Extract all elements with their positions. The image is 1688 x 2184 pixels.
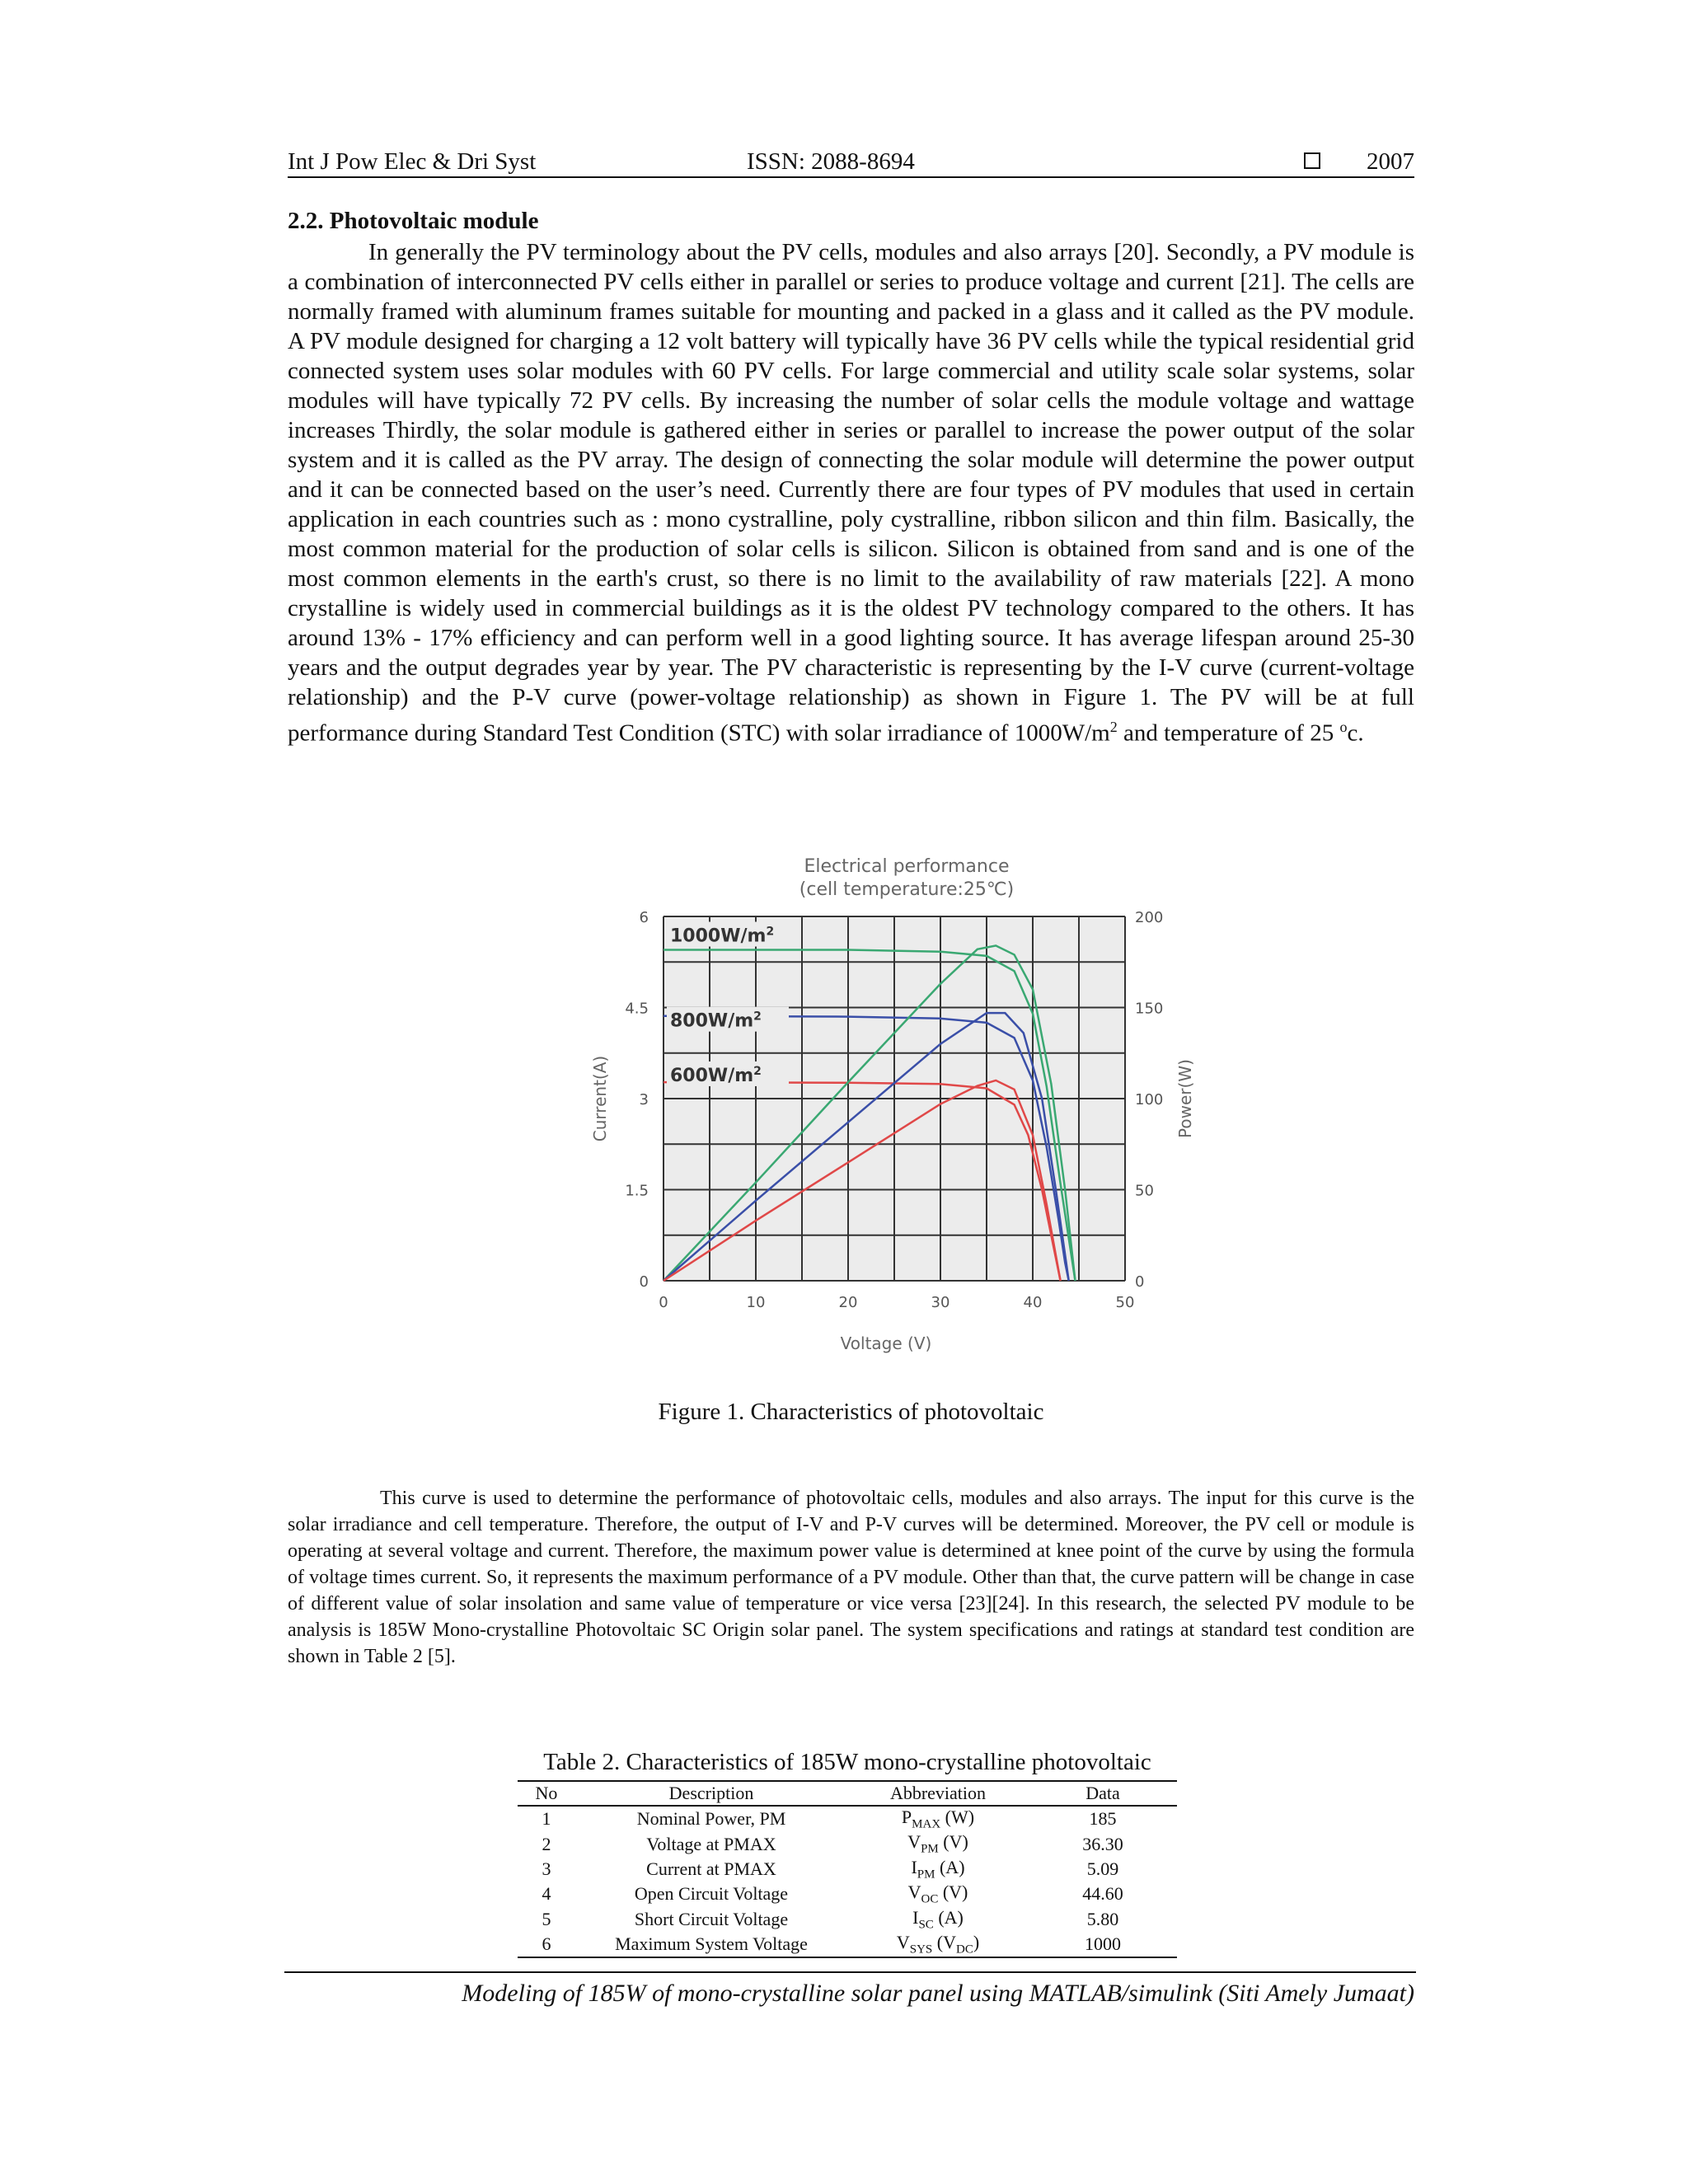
header-description: Description — [668, 1783, 754, 1803]
irradiance-label-800: $800W/m^2$ — [670, 1010, 762, 1032]
cell-data: 36.30 — [1082, 1833, 1123, 1854]
cell-description: Short Circuit Voltage — [634, 1908, 789, 1929]
abbr-unit: (V) — [938, 1831, 968, 1853]
cell-description: Voltage at PMAX — [646, 1833, 776, 1854]
abbr-subscript: PM — [917, 1868, 935, 1882]
cell-abbreviation — [847, 1806, 1029, 1831]
figure-1 — [569, 849, 1195, 1376]
header-data: Data — [1085, 1783, 1120, 1803]
irradiance-label-1000: $1000W/m^2$ — [670, 925, 775, 947]
table-row — [518, 1831, 1177, 1856]
issn: ISSN: 2088-8694 — [747, 148, 915, 175]
cell-no: 2 — [542, 1833, 551, 1854]
x-tick-label: 50 — [1115, 1294, 1135, 1311]
cell-data: 5.80 — [1086, 1908, 1119, 1929]
abbr-subscript: SYS — [909, 1943, 933, 1957]
table-row — [518, 1857, 1177, 1882]
abbr-subscript: PM — [921, 1842, 939, 1856]
table-row — [518, 1907, 1177, 1932]
y2-tick-label: 50 — [1135, 1182, 1154, 1200]
abbr-subscript: MAX — [912, 1817, 941, 1831]
figure-caption: Figure 1. Characteristics of photovoltaic — [658, 1399, 1044, 1425]
abbr-unit: (V) — [938, 1882, 968, 1903]
y-axis-label: Current(A) — [590, 1055, 610, 1142]
abbr-symbol: V — [896, 1931, 910, 1952]
section-title: 2.2. Photovoltaic module — [288, 208, 539, 234]
cell-no: 4 — [542, 1883, 551, 1905]
cell-abbreviation — [847, 1907, 1029, 1932]
abbr-unit-2: ) — [973, 1931, 980, 1952]
cell-data: 1000 — [1085, 1933, 1121, 1955]
y2-tick-label: 150 — [1135, 1000, 1164, 1018]
table-header-row — [518, 1781, 1177, 1806]
table-row — [518, 1932, 1177, 1957]
cell-data: 44.60 — [1082, 1883, 1123, 1905]
abbr-symbol: I — [911, 1856, 917, 1877]
table-row — [518, 1882, 1177, 1906]
y2-tick-label: 200 — [1135, 909, 1164, 926]
y-tick-label: 1.5 — [625, 1182, 649, 1200]
x-tick-label: 0 — [659, 1294, 668, 1311]
abbr-unit: (W) — [940, 1807, 975, 1827]
y2-ticks — [1135, 909, 1163, 1291]
journal-name: Int J Pow Elec & Dri Syst — [288, 148, 537, 175]
footer-rule — [284, 1971, 1416, 1973]
x-tick-label: 40 — [1023, 1294, 1043, 1311]
abbr-unit: (V — [932, 1931, 956, 1952]
abbr-unit: (A) — [935, 1856, 965, 1877]
degree-superscript: o — [1339, 719, 1348, 735]
cell-no: 1 — [542, 1808, 551, 1830]
y-ticks — [625, 909, 649, 1291]
cell-no: 3 — [542, 1858, 551, 1879]
cell-abbreviation — [847, 1882, 1029, 1906]
paragraph-1 — [288, 237, 1414, 748]
x-tick-label: 20 — [838, 1294, 858, 1311]
square-icon — [1304, 152, 1320, 169]
paragraph-2: This curve is used to determine the performance of photovoltaic cells, modules and also arrays. The input for this curve is the solar irradiance and cell temperature. Therefore, the output of I-V and P-V curves will be determined. Moreover, the PV cell or module is operating at several voltage and current. Therefore, the maximum power value is determined at knee point of the curve by using the formula of voltage times current. So, it represents the maximum performance of a PV module. Other than that, the curve pattern will be change in case of different value of solar insolation and same value of temperature or vice versa [23][24]. In this research, the selected PV module to be analysis is 185W Mono-crystalline Photovoltaic SC Origin solar panel. The system specifications and ratings at standard test condition are shown in Table 2 [5]. — [288, 1488, 1414, 1667]
cell-data: 5.09 — [1086, 1858, 1119, 1879]
y-tick-label: 0 — [639, 1273, 649, 1291]
header-abbreviation: Abbreviation — [889, 1783, 987, 1803]
chart-title: Electrical performance — [804, 856, 1010, 877]
y-tick-label: 3 — [639, 1091, 649, 1108]
x-ticks — [659, 1294, 1134, 1311]
paragraph-1-end: c. — [1347, 719, 1364, 747]
cell-no: 5 — [542, 1908, 551, 1929]
x-axis-label: Voltage (V) — [840, 1333, 932, 1353]
x-tick-label: 10 — [746, 1294, 766, 1311]
superscript: 2 — [1109, 719, 1118, 735]
cell-abbreviation — [847, 1857, 1029, 1882]
abbr-symbol: V — [907, 1882, 921, 1903]
header-no: No — [535, 1783, 558, 1803]
y-tick-label: 4.5 — [625, 1000, 649, 1018]
cell-data: 185 — [1089, 1808, 1117, 1830]
x-tick-label: 30 — [931, 1294, 950, 1311]
page-number: 2007 — [1367, 148, 1414, 175]
cell-description: Open Circuit Voltage — [634, 1883, 789, 1905]
y2-tick-label: 0 — [1135, 1273, 1145, 1291]
table-row — [518, 1806, 1177, 1831]
cell-abbreviation — [847, 1932, 1029, 1957]
abbr-subscript-2: DC — [955, 1943, 973, 1957]
paragraph-1-text: In generally the PV terminology about the PV cells, modules and also arrays [20]. Secondly, a PV module is a combination of interconnected PV cells either in parallel or series to produce voltage and current [21]. The cells are normally framed with aluminum frames suitable for mounting and packed in a glass and it called as the PV module. A PV module designed for charging a 12 volt battery will typically have 36 PV cells while the typical residential grid connected system uses solar modules with 60 PV cells. For large commercial and utility scale solar systems, solar modules will have typically 72 PV cells. By increasing the number of solar cells the module voltage and wattage increases Thirdly, the solar module is gathered either in series or parallel to increase the power output of the solar system and it is called as the PV array. The design of connecting the solar module will determine the power output and it can be connected based on the user’s need. Currently there are four types of PV modules that used in certain application in each countries such as : mono cystralline, poly cystralline, ribbon silicon and thin film. Basically, the most common material for the production of solar cells is silicon. Silicon is obtained from sand and is one of the most common elements in the earth's crust, so there is no limit to the availability of raw materials [22]. A mono crystalline is widely used in commercial buildings as it is the oldest PV technology compared to the others. It has around 13% - 17% efficiency and can perform well in a good lighting source. It has average lifespan around 25-30 years and the output degrades year by year. The PV characteristic is representing by the I-V curve (current-voltage relationship) and the P-V curve (power-voltage relationship) as shown in Figure 1. The PV will be at full performance during Standard Test Condition (STC) with solar irradiance of 1000W/m — [288, 239, 1414, 747]
y-tick-label: 6 — [639, 909, 649, 926]
abbr-subscript: OC — [921, 1892, 939, 1906]
chart-subtitle: (cell temperature:25℃) — [799, 879, 1015, 900]
y2-tick-label: 100 — [1135, 1091, 1164, 1108]
cell-description: Nominal Power, PM — [636, 1808, 786, 1830]
pv-characteristics-chart — [569, 849, 1195, 1376]
page-header — [288, 142, 1414, 175]
paragraph-1-mid: and temperature of 25 — [1117, 719, 1340, 747]
irradiance-label-600: $600W/m^2$ — [670, 1064, 762, 1086]
cell-no: 6 — [542, 1933, 551, 1955]
page-footer: Modeling of 185W of mono-crystalline solar panel using MATLAB/simulink (Siti Amely Jumaat) — [462, 1980, 1414, 2007]
abbr-symbol: P — [901, 1807, 912, 1827]
abbr-symbol: V — [907, 1831, 921, 1853]
abbr-symbol: I — [912, 1906, 919, 1928]
cell-description: Maximum System Voltage — [615, 1933, 808, 1955]
characteristics-table — [518, 1780, 1177, 1958]
cell-description: Current at PMAX — [646, 1858, 776, 1879]
table-caption: Table 2. Characteristics of 185W mono-crystalline photovoltaic — [543, 1749, 1151, 1775]
cell-abbreviation — [847, 1831, 1029, 1856]
abbr-subscript: SC — [918, 1917, 934, 1931]
y2-axis-label: Power(W) — [1175, 1059, 1195, 1138]
abbr-unit: (A) — [933, 1906, 964, 1928]
header-rule — [288, 176, 1414, 178]
